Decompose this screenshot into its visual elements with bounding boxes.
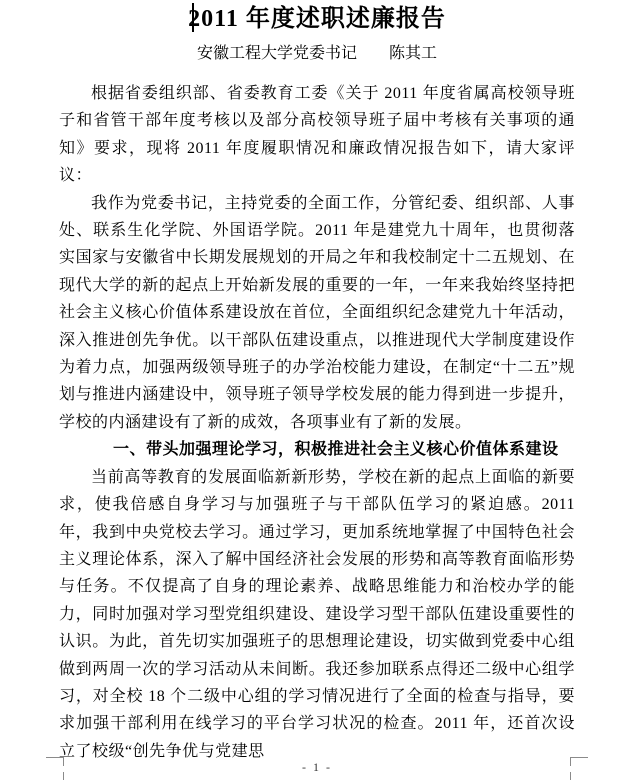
document-body[interactable] — [59, 2, 575, 765]
section-heading-1[interactable]: 一、带头加强理论学习，积极推进社会主义核心价值体系建设 — [113, 441, 559, 459]
document-byline[interactable]: 安徽工程大学党委书记 陈其工 — [196, 45, 437, 62]
paragraph-overview[interactable]: 我作为党委书记，主持党委的全面工作，分管纪委、组织部、人事处、联系生化学院、外国语学院。2011 年是建党九十周年，也贯彻落实国家与安徽省中长期发展规划的开局之年和我校制定十二五规划、在现代大学的新的起点上开始新发展的重要的一年，一年来我始终坚持把社会主义核心价值体系建设放在首位，全面组织纪念建党九十年活动，深入推进创先争优。以干部队伍建设重点，以推进现代大学制度建设作为着力点，加强两级领导班子的办学治校能力建设，在制定“十二五”规划与推进内涵建设中，领导班子领导学校发展的能力得到进一步提升，学校的内涵建设有了新的成效，各项事业有了新的发展。 — [59, 194, 575, 431]
text-boundary-mark-left-horizontal — [46, 757, 64, 758]
page-number: - 1 - — [302, 760, 332, 774]
text-boundary-mark-right-horizontal — [570, 757, 588, 758]
paragraph-section-1[interactable]: 当前高等教育的发展面临新新形势，学校在新的起点上面临的新要求，使我倍感自身学习与加强班子与干部队伍学习的紧迫感。2011 年，我到中央党校去学习。通过学习，更加系统地掌握了中国特色社会主义理论体系，深入了解中国经济社会发展的形势和高等教育面临形势与任务。不仅提高了自身的理论素养、战略思维能力和治校办学的能力，同时加强对学习型党组织建设、建设学习型干部队伍建设重要性的认识。为此，首先切实加强班子的思想理论建设，切实做到党委中心组做到两周一次的学习活动从未间断。我还参加联系点得还二级中心组学习，对全校 18 个二级中心组的学习情况进行了全面的检查与指导，要求加强干部利用在线学习的平台学习状况的检查。2011 年，还首次设立了校级“创先争优与党建思 — [59, 468, 575, 760]
paragraph-intro[interactable]: 根据省委组织部、省委教育工委《关于 2011 年度省属高校领导班子和省管干部年度考核以及部分高校领导班子届中考核有关事项的通知》要求，现将 2011 年度履职情况和廉政情况报告如下，请大家评议： — [59, 85, 575, 185]
document-title[interactable]: 2011 年度述职述廉报告 — [188, 6, 446, 32]
